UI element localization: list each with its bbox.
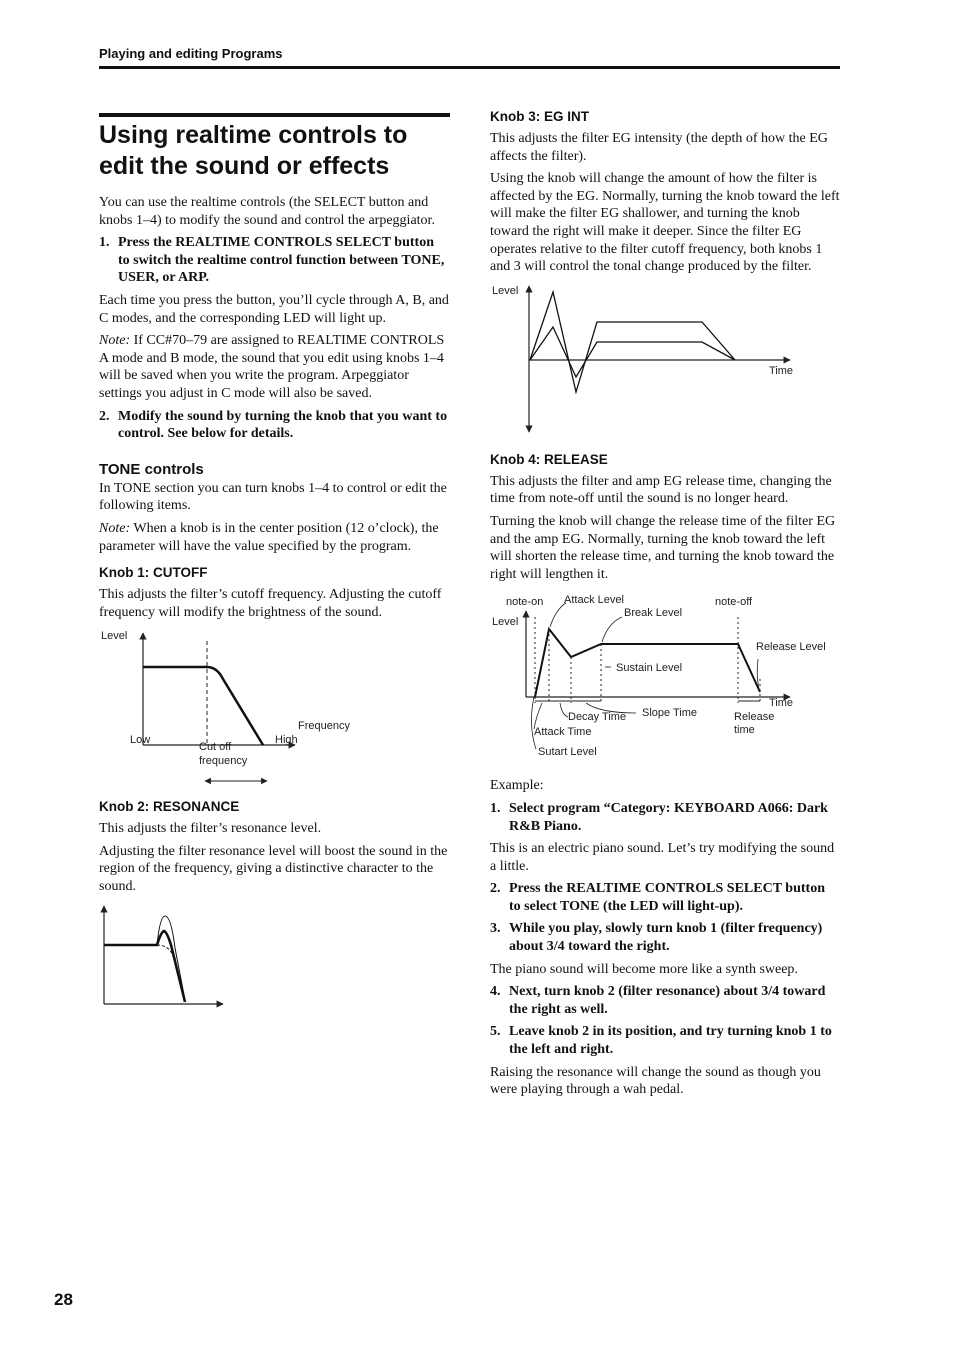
release-envelope-diagram [490,589,840,769]
break-level-label: Break Level [624,607,683,620]
step-text: Press the REALTIME CONTROLS SELECT button to select TONE (the LED will light-up). [509,881,825,914]
note-label: Note: [99,333,131,349]
resonance-diagram [99,902,449,1012]
step-number: 2. [490,881,501,897]
time-label: Time [769,697,794,710]
note-text: If CC#70–79 are assigned to REALTIME CONTROLS A mode and B mode, the sound that you edit using knobs 1–4 will be saved when you write the program. Arpeggiator settings you adjust in C mode will also be saved. [99,333,445,401]
step-1-body: Each time you press the button, you’ll cycle through A, B, and C modes, and the corresponding LED will light up. [99,292,449,326]
note-on-label: note-on [506,596,544,609]
level-label: Level [492,284,519,297]
step-text: Press the REALTIME CONTROLS SELECT button to switch the realtime control function between TONE, USER, or ARP. [118,235,445,286]
step-1 [99,234,449,287]
note-paragraph [99,332,449,402]
example-step-1 [490,800,840,835]
step-number: 1. [99,235,110,251]
note-label: Note: [99,520,131,536]
step-number: 5. [490,1024,501,1040]
right-column [490,109,840,1104]
cutoff-label: frequency [199,755,248,768]
release-time-label: Release [734,711,775,724]
start-level-label: Sutart Level [538,746,597,759]
knob2-body-2: Adjusting the filter resonance level will boost the sound in the region of the frequency, giving a distinctive character to the sound. [99,843,448,895]
step-text: Modify the sound by turning the knob that you want to control. See below for details. [118,408,448,442]
level-label: Level [101,630,128,643]
knob1-body: This adjusts the filter’s cutoff frequency. Adjusting the cutoff frequency will modify the brightness of the sound. [99,587,442,620]
sustain-level-label: Sustain Level [616,662,683,675]
page-number: 28 [54,1290,73,1309]
knob3-body-2: Using the knob will change the amount of how the filter is affected by the EG. Normally, turning the knob toward the left will make the filter EG shallower, and turning the knob toward the right will make it deeper. Since the filter EG operates relative to the filter cutoff frequency, both knobs 1 and 3 will control the tonal change produced by the filter. [490,171,840,275]
attack-level-label: Attack Level [564,594,624,607]
example-step-1-body: This is an electric piano sound. Let’s try modifying the sound a little. [490,841,835,874]
example-closing: Raising the resonance will change the sound as though you were playing through a wah pedal. [490,1064,821,1098]
decay-time-leader [560,703,568,717]
intro-paragraph: You can use the realtime controls (the SELECT button and knobs 1–4) to modify the sound and control the arpeggiator. [99,195,435,228]
eg-intensity-diagram [490,282,840,442]
slope-time-label: Slope Time [642,707,698,720]
knob3-heading: Knob 3: EG INT [490,109,589,124]
shallow-eg-curve [530,327,735,377]
example-step-2 [490,880,840,915]
high-label: High [275,734,298,747]
step-number: 4. [490,984,501,1000]
header-rule [99,66,840,69]
running-head: Playing and editing Programs [99,46,283,61]
tone-note [99,520,449,555]
time-label: Time [769,364,794,377]
section-title: Using realtime controls to edit the sound or effects [99,121,408,180]
knob1-heading: Knob 1: CUTOFF [99,565,208,581]
note-off-label: note-off [715,596,753,609]
knob3-body-1: This adjusts the filter EG intensity (the depth of how the EG affects the filter). [490,131,828,164]
knob4-body-2: Turning the knob will change the release time of the filter EG and the amp EG. Normally, turning the knob toward the left will shorten the release time, and turning the knob toward the right will lengthen it. [490,513,836,582]
step-text: Leave knob 2 in its position, and try turning knob 1 to the left and right. [509,1024,832,1058]
example-step-3 [490,920,840,955]
cutoff-diagram [99,627,449,789]
level-label: Level [492,616,519,629]
tone-controls-heading: TONE controls [99,460,204,478]
example-step-4 [490,983,840,1018]
step-text: Next, turn knob 2 (filter resonance) about 3/4 toward the right as well. [509,984,826,1017]
step-2 [99,408,449,443]
step-number: 1. [490,800,501,816]
step-text: While you play, slowly turn knob 1 (filter frequency) about 3/4 toward the right. [509,921,823,955]
tone-body: In TONE section you can turn knobs 1–4 to control or edit the following items. [99,480,447,514]
left-column [99,120,449,1020]
title-rule [99,113,450,117]
step-text: Select program “Category: KEYBOARD A066: Dark R&B Piano. [509,800,828,834]
knob4-heading: Knob 4: RELEASE [490,451,608,467]
frequency-label: Frequency [298,720,350,733]
low-label: Low [130,734,151,747]
release-level-label: Release Level [756,641,826,654]
example-label: Example: [490,778,544,794]
example-step-5 [490,1023,840,1058]
decay-time-label: Decay Time [568,711,627,724]
cutoff-label: Cut off [199,741,232,754]
break-level-leader [602,617,622,642]
step-number: 3. [490,921,501,937]
attack-time-label: Attack Time [534,726,592,739]
cutoff-curve [143,667,263,745]
note-text: When a knob is in the center position (12 o’clock), the parameter will have the value specified by the program. [99,520,439,554]
resonance-curve-low [104,931,185,1002]
knob2-heading: Knob 2: RESONANCE [99,799,240,815]
example-step-3-body: The piano sound will become more like a synth sweep. [490,961,798,977]
knob2-body-1: This adjusts the filter’s resonance level. [99,821,322,837]
release-time-label: time [734,724,755,737]
knob4-body-1: This adjusts the filter and amp EG release time, changing the time from note-off until the sound is no longer heard. [490,473,832,507]
step-number: 2. [99,408,110,424]
attack-level-leader [550,603,566,627]
